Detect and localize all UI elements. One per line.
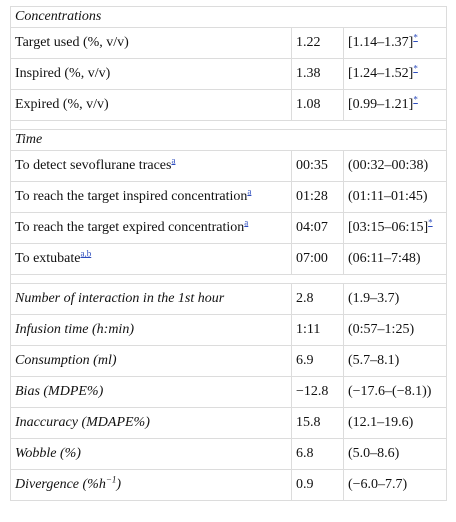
table-row: [11, 470, 447, 501]
row-range: (12.1–19.6): [344, 408, 447, 439]
table-row: [11, 182, 447, 213]
row-range: (−6.0–7.7): [344, 470, 447, 501]
row-label: Wobble (%): [11, 439, 292, 470]
row-label: To reach the target expired concentration$^a$: [11, 213, 292, 244]
row-range: (5.7–8.1): [344, 346, 447, 377]
spacer-row: [11, 275, 447, 284]
row-value: 01:28: [292, 182, 344, 213]
row-label: Number of interaction in the 1st hour: [11, 284, 292, 315]
row-value: 07:00: [292, 244, 344, 275]
row-value: 00:35: [292, 151, 344, 182]
row-value: 6.9: [292, 346, 344, 377]
row-label: Expired (%, v/v): [11, 90, 292, 121]
row-label: Inspired (%, v/v): [11, 59, 292, 90]
section-title-concentrations: Concentrations: [11, 7, 447, 28]
table-row: [11, 59, 447, 90]
row-range: (1.9–3.7): [344, 284, 447, 315]
row-value: 6.8: [292, 439, 344, 470]
row-label: Bias (MDPE%): [11, 377, 292, 408]
spacer-row: [11, 121, 447, 130]
row-value: 04:07: [292, 213, 344, 244]
footnote-link[interactable]: *: [413, 94, 418, 105]
section-header-row: [11, 7, 447, 28]
row-value: 15.8: [292, 408, 344, 439]
row-label: Infusion time (h:min): [11, 315, 292, 346]
row-value: 1.22: [292, 28, 344, 59]
section-title-time: Time: [11, 130, 447, 151]
table-row: [11, 284, 447, 315]
row-label: To reach the target inspired concentration$^a$: [11, 182, 292, 213]
row-label: Target used (%, v/v): [11, 28, 292, 59]
table-row: [11, 28, 447, 59]
row-label: To extubate$^{a,b}$: [11, 244, 292, 275]
row-range: (00:32–00:38): [344, 151, 447, 182]
table-row: [11, 90, 447, 121]
table-row: [11, 315, 447, 346]
row-label: Inaccuracy (MDAPE%): [11, 408, 292, 439]
footnote-link[interactable]: a: [171, 155, 176, 166]
row-label: Divergence $(\%h^{-1})$: [11, 470, 292, 501]
table-row: [11, 408, 447, 439]
row-range: [1.24–1.52]*: [344, 59, 447, 90]
footnote-link[interactable]: a,b: [80, 248, 92, 259]
results-table: [10, 6, 447, 501]
footnote-link[interactable]: a: [247, 186, 252, 197]
row-range: (01:11–01:45): [344, 182, 447, 213]
footnote-link[interactable]: *: [413, 63, 418, 74]
footnote-link[interactable]: a: [244, 217, 249, 228]
row-range: (06:11–7:48): [344, 244, 447, 275]
row-value: −12.8: [292, 377, 344, 408]
row-value: 0.9: [292, 470, 344, 501]
row-range: [03:15–06:15]*: [344, 213, 447, 244]
row-value: 1.38: [292, 59, 344, 90]
row-range: (−17.6–(−8.1)): [344, 377, 447, 408]
row-range: [0.99–1.21]*: [344, 90, 447, 121]
table-row: [11, 213, 447, 244]
row-value: 1.08: [292, 90, 344, 121]
row-range: (5.0–8.6): [344, 439, 447, 470]
row-label: To detect sevoflurane traces$^a$: [11, 151, 292, 182]
row-value: 1:11: [292, 315, 344, 346]
table-row: [11, 439, 447, 470]
table-row: [11, 346, 447, 377]
footnote-link[interactable]: *: [428, 217, 433, 228]
section-header-row: [11, 130, 447, 151]
table-row: [11, 151, 447, 182]
table-row: [11, 377, 447, 408]
row-range: [1.14–1.37]*: [344, 28, 447, 59]
row-range: (0:57–1:25): [344, 315, 447, 346]
row-label: Consumption (ml): [11, 346, 292, 377]
table-row: [11, 244, 447, 275]
footnote-link[interactable]: *: [413, 32, 418, 43]
row-value: 2.8: [292, 284, 344, 315]
